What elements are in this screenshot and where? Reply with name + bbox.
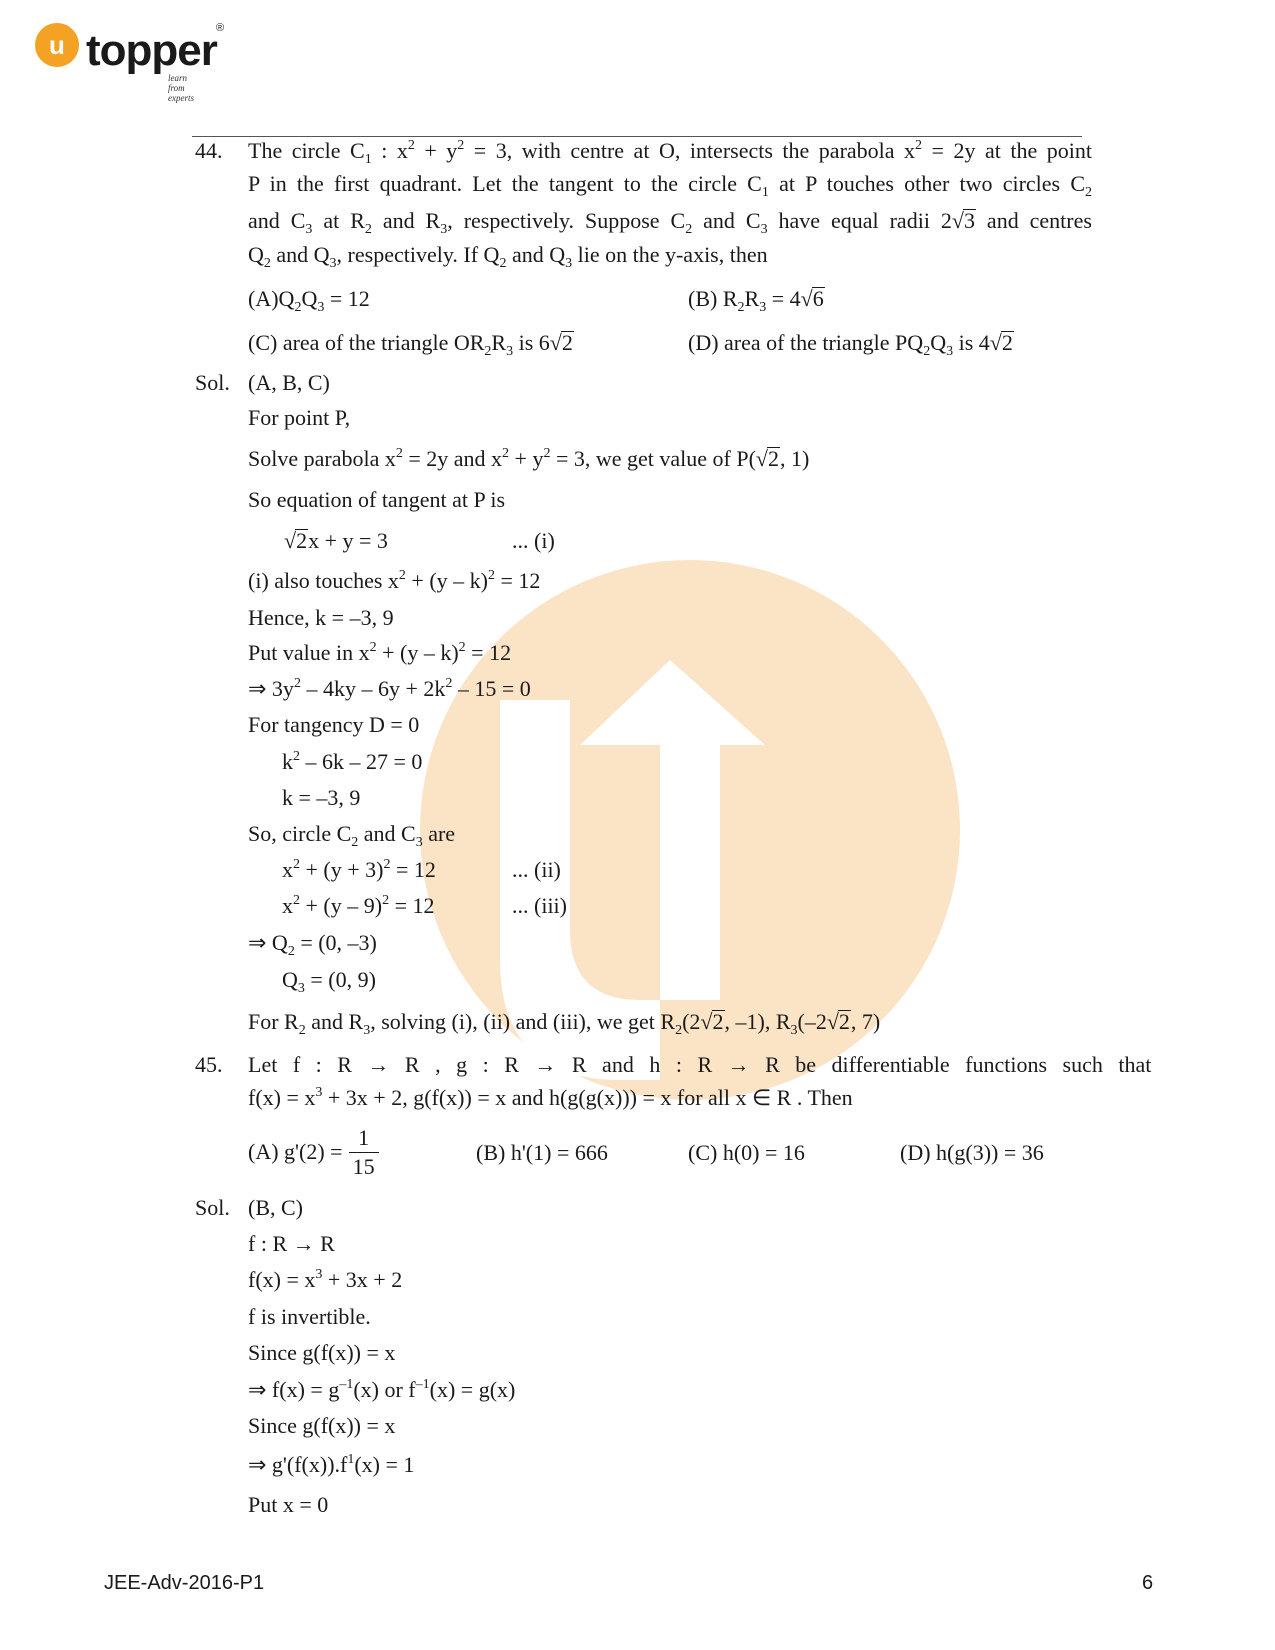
q45-option-b: (B) h'(1) = 666 — [476, 1140, 608, 1165]
q44-option-d: (D) area of the triangle $PQ_2Q_3$ is 4√2 — [688, 330, 1013, 359]
sol44-line-1: For point P, — [248, 405, 351, 430]
logo-circle-icon — [34, 22, 80, 68]
sol44-line-17: For $R_2$ and $R_3$, solving (i), (ii) and (iii), we get $R_2(2√2$, –1), $R_3(-2√2$, 7) — [248, 1009, 881, 1038]
sol44-line-5: (i) also touches $x^2 + (y - k)^2 = 12$ — [248, 568, 541, 593]
sol44-line-12: So, circle $C_2$ and $C_3$ are — [248, 821, 456, 850]
fraction: $\frac{1}{15}$ — [349, 1124, 379, 1181]
sol44-equation-i-tag: ... (i) — [512, 528, 555, 553]
brand-logo — [34, 22, 225, 103]
sol45-line-5: ⇒ $f(x) = g^{-1}(x)$ or $f^{-1}(x) = g(x)$ — [248, 1377, 516, 1402]
q44-line-4: $Q_2$ and $Q_3$, respectively. If $Q_2$ and $Q_3$ lie on the y-axis, then — [248, 242, 768, 271]
sol44-line-8: ⇒ $3y^2 - 4ky - 6y + 2k^2 - 15 = 0$ — [248, 676, 531, 701]
sol-label-44: Sol. — [195, 370, 230, 395]
q45-option-c: (C) h(0) = 16 — [688, 1140, 805, 1165]
q45-option-a: (A) g'(2) = $\frac{1}{15}$ — [248, 1117, 379, 1187]
brand-tagline: learn from experts — [168, 73, 194, 103]
sol44-equation-ii-tag: ... (ii) — [512, 857, 561, 882]
q44-option-a: $(A)Q_2Q_3 = 12$ — [248, 286, 370, 315]
q44-line-1: The circle $C_1$ : $x^2 + y^2 = 3$, with centre at O, intersects the parabola $x^2 = 2y$ at the point — [248, 138, 1092, 167]
sol44-equation-i: √2x + y = 3 — [284, 528, 388, 553]
question-number-44: 44. — [195, 138, 223, 163]
sol44-equation-ii: $x^2 + (y + 3)^2 = 12$ — [282, 857, 436, 882]
sol45-line-1: f : R → R — [248, 1231, 335, 1256]
q44-line-3: and $C_3$ at $R_2$ and $R_3$, respectively. Suppose $C_2$ and $C_3$ have equal radii 2√3 and centres — [248, 208, 1092, 237]
sol44-line-9: For tangency D = 0 — [248, 712, 420, 737]
sol44-equation-iii: $x^2 + (y - 9)^2 = 12$ — [282, 893, 435, 918]
q44-line-2: P in the first quadrant. Let the tangent to the circle $C_1$ at P touches other two circles $C_2$ — [248, 171, 1092, 200]
sol45-line-2: $f(x) = x^3 + 3x + 2$ — [248, 1267, 403, 1292]
sol44-line-15: ⇒ $Q_2 = (0$, –3) — [248, 930, 377, 959]
sol44-answer: (A, B, C) — [248, 370, 330, 395]
footer-exam-code: JEE-Adv-2016-P1 — [104, 1572, 265, 1594]
sol44-line-10: $k^2 - 6k - 27 = 0$ — [282, 749, 423, 774]
sol44-line-7: Put value in $x^2 + (y - k)^2 = 12$ — [248, 640, 512, 665]
footer-page-number: 6 — [1142, 1572, 1154, 1594]
q45-line-2: $f(x) = x^3 + 3x + 2$, g(f(x)) = x and h(g(g(x))) = x for all x ∈ R . Then — [248, 1085, 853, 1110]
sol45-line-3: f is invertible. — [248, 1304, 371, 1329]
sol44-equation-iii-tag: ... (iii) — [512, 893, 567, 918]
svg-text:u: u — [49, 30, 65, 60]
sol45-line-8: Put x = 0 — [248, 1492, 329, 1517]
sol45-line-7: ⇒ $g'(f(x)).f^1(x) = 1$ — [248, 1452, 415, 1477]
question-number-45: 45. — [195, 1052, 223, 1077]
registered-mark: ® — [216, 22, 225, 34]
sol45-line-4: Since g(f(x)) = x — [248, 1340, 396, 1365]
sol45-answer: (B, C) — [248, 1195, 303, 1220]
brand-name: topper — [86, 26, 217, 75]
q45-line-1: Let f : R → R , g : R → R and h : R → R be differentiable functions such that — [248, 1052, 1152, 1077]
q44-option-b: (B) $R_2R_3 = 4√6$ — [688, 286, 824, 315]
q44-option-c: (C) area of the triangle $OR_2R_3$ is 6√2 — [248, 330, 573, 359]
sol45-line-6: Since g(f(x)) = x — [248, 1413, 396, 1438]
sol44-line-11: k = –3, 9 — [282, 785, 361, 810]
sol44-line-2: Solve parabola $x^2 = 2y$ and $x^2 + y^2 = 3$, we get value of P(√2, 1) — [248, 446, 810, 471]
q45-option-d: (D) h(g(3)) = 36 — [900, 1140, 1044, 1165]
sol44-line-3: So equation of tangent at P is — [248, 487, 506, 512]
header-rule — [192, 136, 1082, 137]
sol-label-45: Sol. — [195, 1195, 230, 1220]
sol44-line-6: Hence, k = –3, 9 — [248, 605, 394, 630]
sol44-line-16: $Q_3 = (0$, 9) — [282, 967, 376, 996]
